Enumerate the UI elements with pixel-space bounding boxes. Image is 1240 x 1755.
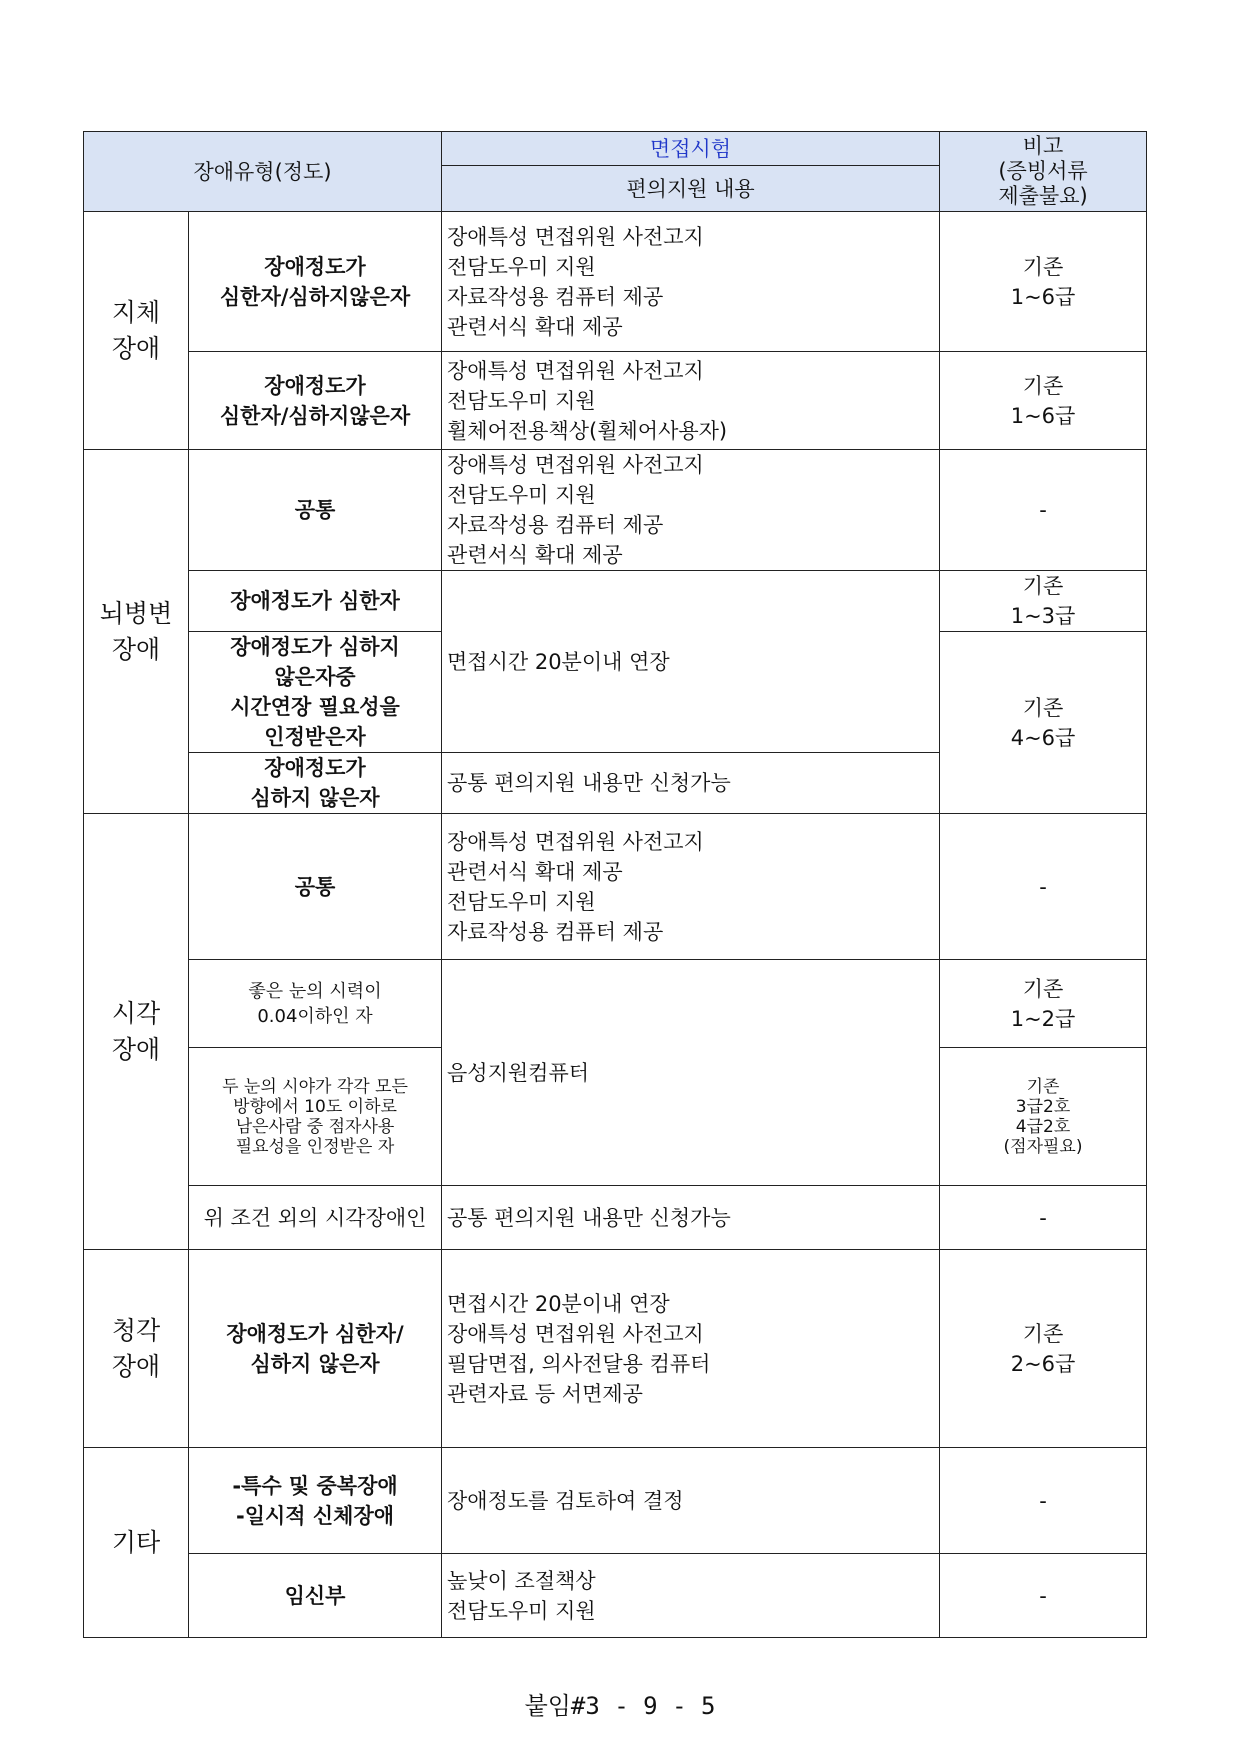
category-other: 기타 xyxy=(84,1448,189,1638)
header-interview-exam: 면접시험 xyxy=(442,132,940,166)
support-items: 공통 편의지원 내용만 신청가능 xyxy=(442,1186,940,1250)
subtype-cell: 임신부 xyxy=(189,1554,442,1638)
note-cell: - xyxy=(940,1554,1147,1638)
subtype-cell: 장애정도가 심하지 않은자중 시간연장 필요성을 인정받은자 xyxy=(189,632,442,753)
support-table xyxy=(83,131,1147,1638)
subtype-cell: 위 조건 외의 시각장애인 xyxy=(189,1186,442,1250)
note-cell: - xyxy=(940,814,1147,960)
subtype-cell: 공통 xyxy=(189,450,442,571)
subtype-cell: 두 눈의 시야가 각각 모든 방향에서 10도 이하로 남은사람 중 점자사용 필요성을 인정받은 자 xyxy=(189,1048,442,1186)
note-cell: 기존 1~3급 xyxy=(940,571,1147,632)
support-items: 높낮이 조절책상 전담도우미 지원 xyxy=(442,1554,940,1638)
subtype-cell: 장애정도가 심한자/심하지않은자 xyxy=(189,352,442,450)
subtype-cell: 장애정도가 심하지 않은자 xyxy=(189,753,442,814)
note-cell: 기존 4~6급 xyxy=(940,632,1147,814)
page-footer: 붙임#3 - 9 - 5 xyxy=(524,1692,716,1720)
subtype-cell: 장애정도가 심한자/ 심하지 않은자 xyxy=(189,1250,442,1448)
support-items: 장애정도를 검토하여 결정 xyxy=(442,1448,940,1554)
note-cell: - xyxy=(940,1186,1147,1250)
note-cell: 기존 1~2급 xyxy=(940,960,1147,1048)
note-cell: - xyxy=(940,1448,1147,1554)
header-support-content: 편의지원 내용 xyxy=(442,166,940,212)
support-items: 면접시간 20분이내 연장 장애특성 면접위원 사전고지 필담면접, 의사전달용 컴퓨터 관련자료 등 서면제공 xyxy=(442,1250,940,1448)
subtype-cell: 좋은 눈의 시력이 0.04이하인 자 xyxy=(189,960,442,1048)
support-items: 음성지원컴퓨터 xyxy=(442,960,940,1186)
category-hearing: 청각 장애 xyxy=(84,1250,189,1448)
note-cell: 기존 1~6급 xyxy=(940,352,1147,450)
subtype-cell: 공통 xyxy=(189,814,442,960)
subtype-cell: 장애정도가 심한자 xyxy=(189,571,442,632)
note-cell: 기존 2~6급 xyxy=(940,1250,1147,1448)
subtype-cell: -특수 및 중복장애 -일시적 신체장애 xyxy=(189,1448,442,1554)
note-cell: 기존 1~6급 xyxy=(940,212,1147,352)
header-note: 비고 (증빙서류 제출불요) xyxy=(940,132,1147,212)
support-items: 장애특성 면접위원 사전고지 전담도우미 지원 자료작성용 컴퓨터 제공 관련서식 확대 제공 xyxy=(442,450,940,571)
note-cell: 기존 3급2호 4급2호 (점자필요) xyxy=(940,1048,1147,1186)
support-items: 장애특성 면접위원 사전고지 전담도우미 지원 자료작성용 컴퓨터 제공 관련서식 확대 제공 xyxy=(442,212,940,352)
note-cell: - xyxy=(940,450,1147,571)
category-brain-lesion: 뇌병변 장애 xyxy=(84,450,189,814)
category-visual: 시각 장애 xyxy=(84,814,189,1250)
support-items: 장애특성 면접위원 사전고지 전담도우미 지원 휠체어전용책상(휠체어사용자) xyxy=(442,352,940,450)
support-items: 공통 편의지원 내용만 신청가능 xyxy=(442,753,940,814)
header-disability-type: 장애유형(정도) xyxy=(84,132,442,212)
support-items: 장애특성 면접위원 사전고지 관련서식 확대 제공 전담도우미 지원 자료작성용 컴퓨터 제공 xyxy=(442,814,940,960)
subtype-cell: 장애정도가 심한자/심하지않은자 xyxy=(189,212,442,352)
support-items: 면접시간 20분이내 연장 xyxy=(442,571,940,753)
category-physical: 지체 장애 xyxy=(84,212,189,450)
